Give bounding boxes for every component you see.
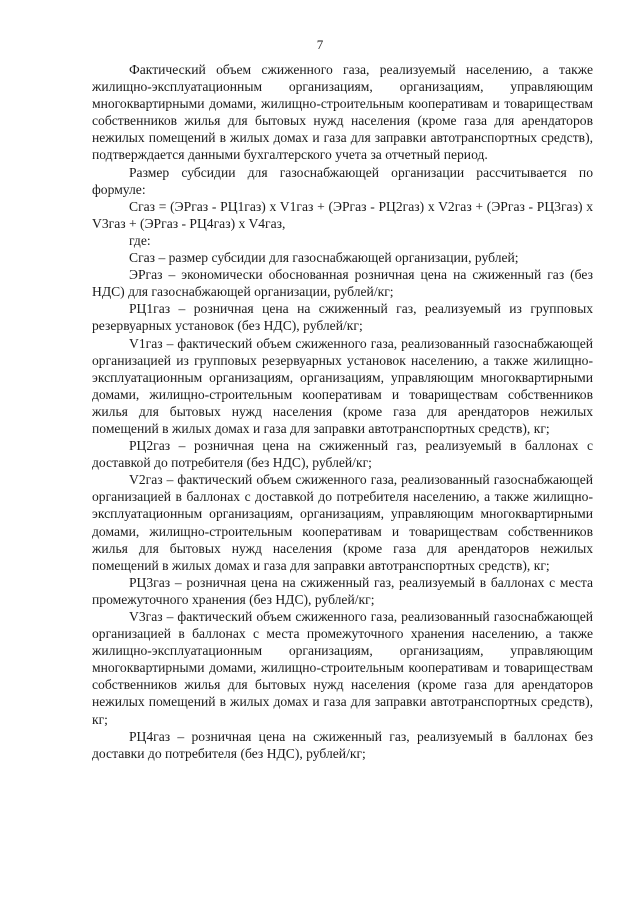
paragraph-where: где:	[129, 232, 151, 248]
definition-rc3-gas: РЦ3газ – розничная цена на сжиженный газ, реализуемый в баллонах с места промежуточного хранения (без НДС), рублей/кг;	[92, 574, 593, 607]
definition-v3-gas: V3газ – фактический объем сжиженного газа, реализованный газоснабжающей организацией в баллонах с места промежуточного хранения населению, а также жилищно-эксплуатационным организациям, организациям, управляющим многоквартирными домами, жилищно-строительным кооперативам и товариществам собственников жилья для бытовых нужд населения (кроме газа для арендаторов нежилых помещений в жилых домах и газа для заправки автотранспортных средств), кг;	[92, 609, 593, 727]
paragraph-subsidy-intro: Размер субсидии для газоснабжающей организации рассчитывается по формуле:	[92, 164, 593, 197]
definition-er-gas: ЭРгаз – экономически обоснованная розничная цена на сжиженный газ (без НДС) для газоснабжающей организации, рублей/кг;	[92, 267, 593, 300]
formula: Сгаз = (ЭРгаз - РЦ1газ) x V1газ + (ЭРгаз - РЦ2газ) x V2газ + (ЭРгаз - РЦ3газ) x V3газ + (ЭРгаз - РЦ4газ) x V4газ,	[92, 198, 593, 231]
paragraph-actual-volume: Фактический объем сжиженного газа, реализуемый населению, а также жилищно-эксплуатационным организациям, организациям, управляющим многоквартирными домами, жилищно-строительным кооперативам и товариществам собственников жилья для бытовых нужд населения (кроме газа для арендаторов нежилых помещений в жилых домах и газа для заправки автотранспортных средств), подтверждается данными бухгалтерского учета за отчетный период.	[92, 62, 593, 163]
document-body	[92, 61, 593, 762]
definition-rc4-gas: РЦ4газ – розничная цена на сжиженный газ, реализуемый в баллонах без доставки до потребителя (без НДС), рублей/кг;	[92, 728, 593, 761]
definition-v1-gas: V1газ – фактический объем сжиженного газа, реализованный газоснабжающей организацией из групповых резервуарных установок населению, а также жилищно-эксплуатационным организациям, организациям, управляющим многоквартирными домами, жилищно-строительным кооперативам и товариществам собственников жилья для бытовых нужд населения (кроме газа для арендаторов нежилых помещений в жилых домах и газа для заправки автотранспортных средств), кг;	[92, 335, 593, 436]
page-number: 7	[316, 37, 324, 52]
definition-v2-gas: V2газ – фактический объем сжиженного газа, реализованный газоснабжающей организацией в баллонах с доставкой до потребителя населению, а также жилищно-эксплуатационным организациям, организациям, управляющим многоквартирными домами, жилищно-строительным кооперативам и товариществам собственников жилья для бытовых нужд населения (кроме газа для арендаторов нежилых помещений в жилых домах и газа для заправки автотранспортных средств), кг;	[92, 472, 593, 573]
definition-c-gas: Сгаз – размер субсидии для газоснабжающей организации, рублей;	[129, 250, 519, 266]
definition-rc1-gas: РЦ1газ – розничная цена на сжиженный газ, реализуемый из групповых резервуарных установок (без НДС), рублей/кг;	[92, 301, 593, 334]
definition-rc2-gas: РЦ2газ – розничная цена на сжиженный газ, реализуемый в баллонах с доставкой до потребителя (без НДС), рублей/кг;	[92, 438, 593, 471]
